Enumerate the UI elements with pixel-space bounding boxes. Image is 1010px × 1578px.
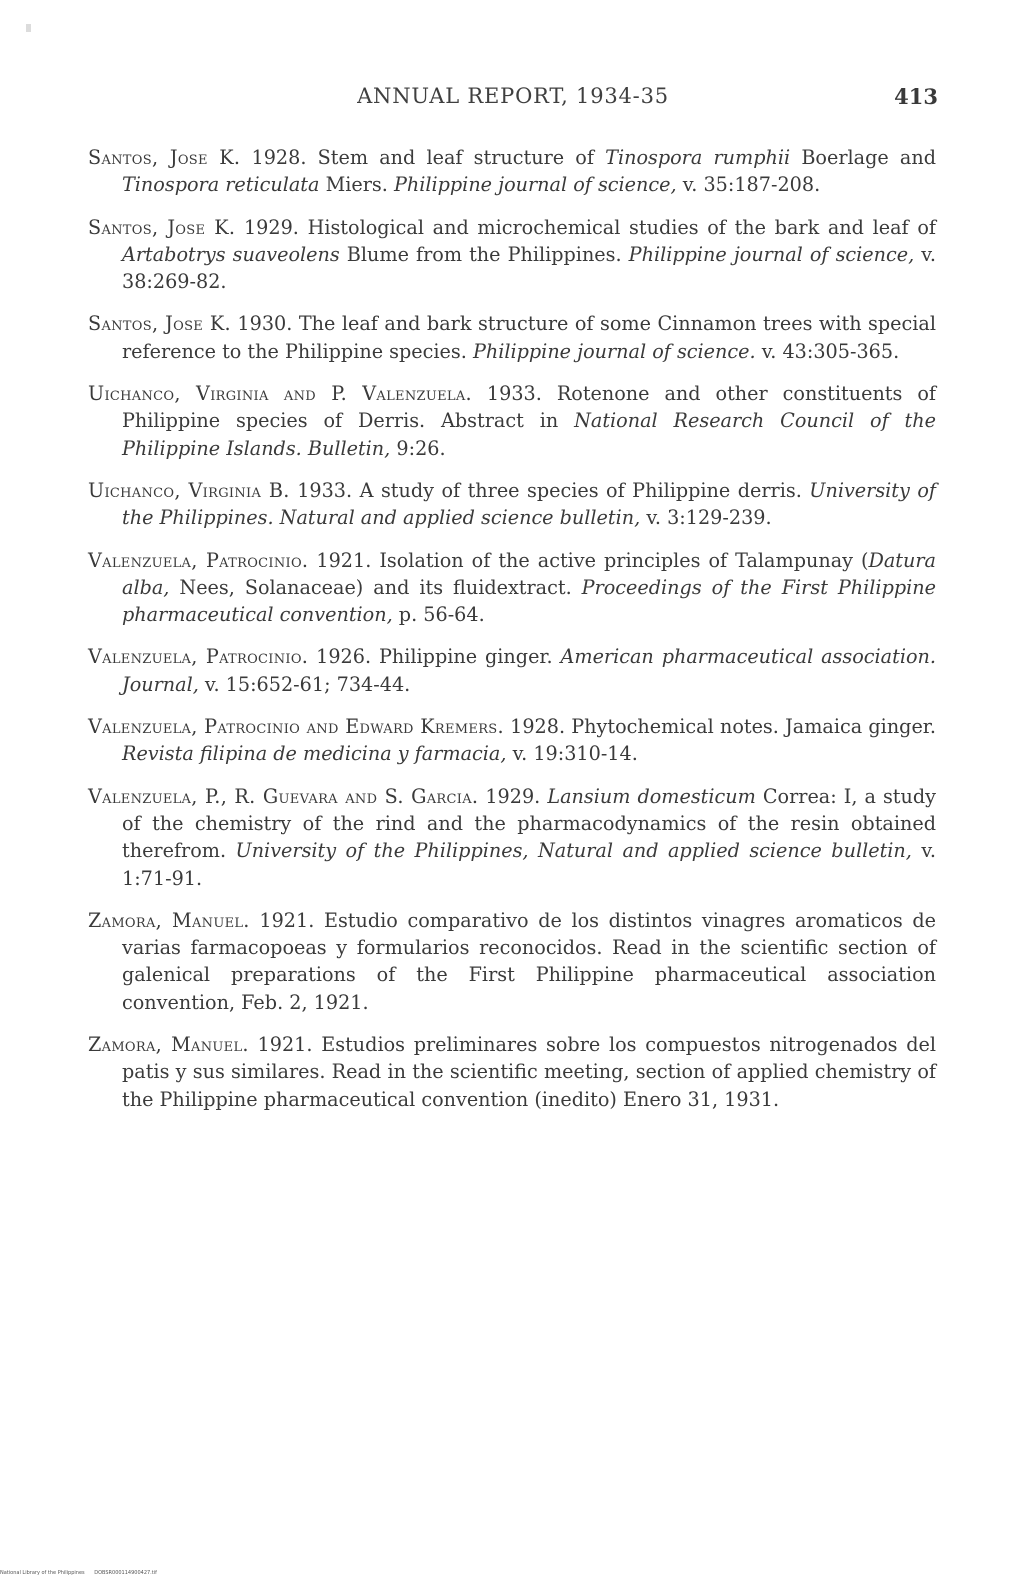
- bibliography-entry: [88, 144, 936, 199]
- entry-year: 1928.: [251, 146, 307, 169]
- entry-year: 1929.: [243, 215, 299, 239]
- entry-journal: University of the Philippines. Natural and applied science bulletin,: [122, 478, 936, 530]
- entry-journal: Philippine journal of science,: [393, 173, 677, 197]
- entry-author: Zamora, Manuel.: [88, 1033, 249, 1057]
- bibliography-entry: [88, 1031, 936, 1113]
- entry-reference: v. 38:269-82.: [122, 242, 936, 294]
- entry-author: Valenzuela, Patrocinio and Edward Kremers.: [88, 715, 504, 739]
- entry-title: Phytochemical notes. Jamaica ginger.: [571, 715, 936, 739]
- bibliography-entry: [88, 214, 936, 296]
- entry-author: Santos, Jose K.: [88, 312, 231, 336]
- running-head: ANNUAL REPORT, 1934-35: [357, 84, 669, 108]
- entry-journal: Proceedings of the First Philippine pharmaceutical convention,: [122, 575, 936, 627]
- entry-reference: v. 3:129-239.: [646, 506, 772, 530]
- entry-species: Artabotrys suaveolens: [122, 242, 340, 266]
- entry-author: Valenzuela, P., R. Guevara and S. Garcia.: [88, 784, 479, 808]
- entry-author: Valenzuela, Patrocinio.: [88, 548, 309, 572]
- entry-journal: American pharmaceutical association. Journal,: [122, 645, 936, 696]
- entry-title: Estudio comparativo de los distintos vinagres aromaticos de varias farmacopoeas y formularios reconocidos. Read in the scientific section of galenical preparations of the First Philippine pharmaceutical association convention, Feb. 2, 1921.: [122, 908, 937, 1014]
- entry-author: Santos, Jose K.: [88, 146, 241, 169]
- entry-species: Datura alba,: [122, 548, 936, 599]
- entry-title: A study of three species of Philippine derris.: [359, 478, 802, 502]
- entry-text: Boerlage and: [801, 146, 936, 169]
- bibliography-entry: [88, 547, 936, 629]
- bibliography-entry: [88, 310, 936, 365]
- entry-year: 1926.: [316, 645, 372, 669]
- entry-reference: 9:26.: [396, 436, 446, 460]
- entry-species: Tinospora rumphii: [605, 146, 791, 169]
- entry-title: Philippine ginger.: [379, 645, 553, 669]
- page-number: 413: [894, 84, 938, 109]
- entry-journal: National Research Council of the Philippine Islands. Bulletin,: [122, 409, 936, 460]
- entry-title: Histological and microchemical studies of the bark and leaf of: [307, 215, 936, 239]
- entry-author: Zamora, Manuel.: [88, 908, 250, 932]
- entry-reference: v. 1:71-91.: [122, 839, 936, 890]
- entry-journal: Revista filipina de medicina y farmacia,: [122, 742, 507, 766]
- entry-journal: Philippine journal of science.: [472, 339, 756, 363]
- entry-year: 1928.: [510, 715, 566, 739]
- entry-year: 1929.: [485, 784, 541, 808]
- entry-species: Lansium domesticum: [547, 784, 756, 808]
- entry-reference: v. 43:305-365.: [761, 339, 900, 363]
- scan-artifact: [26, 24, 31, 32]
- entry-reference: v. 19:310-14.: [512, 742, 638, 766]
- entry-year: 1921.: [259, 908, 315, 932]
- page-header: [88, 84, 938, 114]
- bibliography-entry: [88, 380, 936, 462]
- bibliography-entry: [88, 783, 936, 892]
- entry-author: Uichanco, Virginia B.: [88, 478, 290, 502]
- entry-title: The leaf and bark structure of some Cinnamon trees with special reference to the Philippine species.: [122, 312, 936, 363]
- scan-code: DOBSR000114900427.tif: [94, 1570, 157, 1576]
- entry-title: Estudios preliminares sobre los compuestos nitrogenados del patis y sus similares. Read in the scientific meeting, section of applied chemistry of the Philippine pharmaceutical convention (inedito) Enero 31, 1931.: [122, 1033, 936, 1111]
- entry-year: 1933.: [486, 382, 542, 406]
- library-credit: National Library of the Philippines: [0, 1570, 85, 1576]
- entry-journal: Philippine journal of science,: [628, 242, 915, 266]
- entry-title: Stem and leaf structure of: [317, 146, 594, 169]
- entry-text: Miers.: [325, 173, 388, 197]
- bibliography-entry: [88, 643, 936, 698]
- bibliography-entry: [88, 907, 936, 1016]
- bibliography-list: [88, 144, 936, 1128]
- entry-year: 1921.: [257, 1033, 313, 1057]
- entry-author: Santos, Jose K.: [88, 215, 236, 239]
- entry-reference: p. 56-64.: [398, 603, 485, 627]
- bibliography-entry: [88, 713, 936, 768]
- entry-text: Nees, Solanaceae) and its fluidextract.: [179, 575, 572, 599]
- entry-text: Blume from the Philippines.: [346, 242, 622, 266]
- entry-reference: v. 15:652-61; 734-44.: [204, 672, 411, 696]
- entry-reference: v. 35:187-208.: [682, 173, 821, 197]
- entry-author: Uichanco, Virginia and P. Valenzuela.: [88, 382, 472, 406]
- entry-year: 1930.: [237, 312, 293, 336]
- entry-title: Isolation of the active principles of Talampunay (: [379, 548, 869, 572]
- entry-author: Valenzuela, Patrocinio.: [88, 645, 309, 669]
- entry-year: 1933.: [297, 478, 353, 502]
- bibliography-entry: [88, 477, 936, 532]
- entry-year: 1921.: [316, 548, 372, 572]
- entry-species: Tinospora reticulata: [122, 173, 320, 197]
- entry-title: Correa: I, a study of the chemistry of the rind and the pharmacodynamics of the resin obtained therefrom.: [122, 784, 936, 863]
- entry-title: Rotenone and other constituents of Philippine species of Derris. Abstract in: [122, 382, 936, 433]
- scan-footer: [0, 1570, 165, 1576]
- entry-journal: University of the Philippines, Natural and applied science bulletin,: [235, 839, 912, 863]
